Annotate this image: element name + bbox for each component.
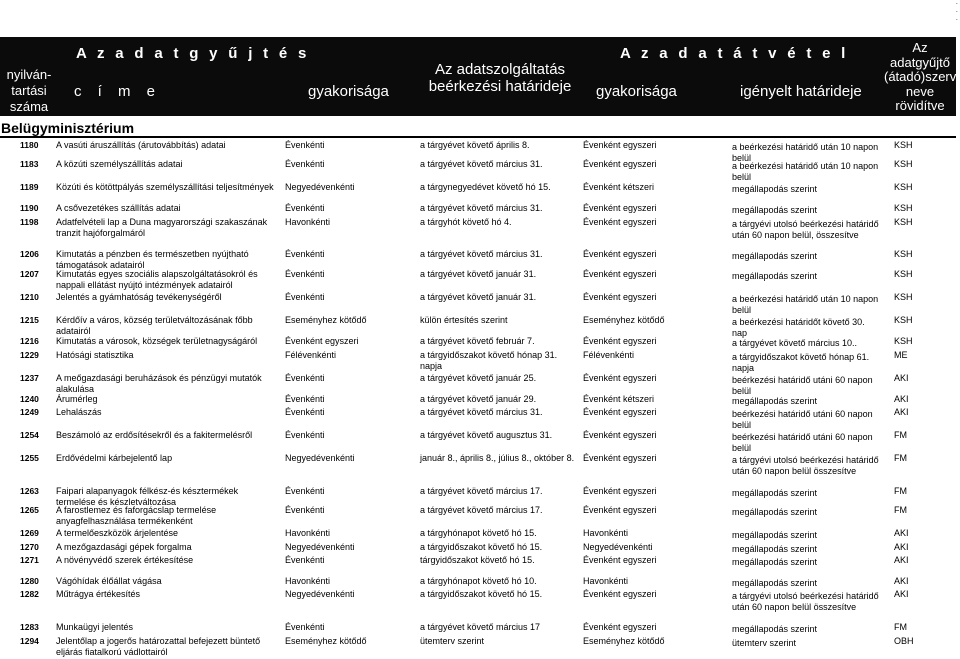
row-title: Faipari alapanyagok félkész-és késztermékek termelése és készletváltozása bbox=[56, 486, 239, 507]
header-receipt-frequency: gyakorisága bbox=[596, 83, 677, 100]
row-receipt-frequency: Évenként egyszeri bbox=[583, 486, 657, 496]
row-frequency: Havonkénti bbox=[285, 528, 331, 538]
row-title: Kimutatás a városok, községek területnagyságáról bbox=[56, 336, 258, 346]
row-frequency: Évenkénti bbox=[285, 394, 325, 404]
row-number: 1237 bbox=[20, 373, 39, 383]
row-frequency: Évenkénti bbox=[285, 249, 325, 259]
section-divider bbox=[0, 136, 956, 138]
row-number: 1271 bbox=[20, 555, 39, 565]
row-receipt-frequency: Évenként kétszeri bbox=[583, 182, 655, 192]
row-frequency: Évenkénti bbox=[285, 622, 325, 632]
row-number: 1207 bbox=[20, 269, 39, 279]
row-organization: FM bbox=[894, 430, 907, 440]
header-organization: Az adatgyűjtő (átadó)szerv neve rövidítve bbox=[884, 40, 957, 113]
row-number: 1270 bbox=[20, 542, 39, 552]
row-submission-deadline: a tárgyhónapot követő hó 10. bbox=[420, 576, 537, 586]
row-organization: FM bbox=[894, 622, 907, 632]
row-number: 1198 bbox=[20, 217, 39, 227]
row-number: 1265 bbox=[20, 505, 39, 515]
row-requested-deadline: megállapodás szerint bbox=[732, 271, 818, 281]
row-submission-deadline: a tárgyévet követő január 29. bbox=[420, 394, 537, 404]
row-title: A termelőeszközök árjelentése bbox=[56, 528, 179, 538]
row-requested-deadline: megállapodás szerint bbox=[732, 544, 818, 554]
row-frequency: Évenkénti bbox=[285, 373, 325, 383]
row-title: A közúti személyszállítás adatai bbox=[56, 159, 183, 169]
row-requested-deadline: megállapodás szerint bbox=[732, 488, 818, 498]
row-receipt-frequency: Évenként egyszeri bbox=[583, 373, 657, 383]
row-frequency: Félévenkénti bbox=[285, 350, 337, 360]
row-number: 1280 bbox=[20, 576, 39, 586]
row-frequency: Negyedévenkénti bbox=[285, 589, 355, 599]
row-submission-deadline: a tárgyévet követő március 31. bbox=[420, 407, 543, 417]
corner-marks: · · · bbox=[955, 0, 958, 24]
row-requested-deadline: a tárgyévi utolsó beérkezési határidő után 60 napon belül összesítve bbox=[732, 591, 879, 612]
row-requested-deadline: beérkezési határidő utáni 60 napon belül bbox=[732, 375, 873, 396]
row-requested-deadline: megállapodás szerint bbox=[732, 205, 818, 215]
row-requested-deadline: megállapodás szerint bbox=[732, 184, 818, 194]
row-frequency: Évenkénti bbox=[285, 140, 325, 150]
row-frequency: Eseményhez kötődő bbox=[285, 315, 367, 325]
row-title: Adatfelvételi lap a Duna magyarországi szakaszának tranzit hajóforgalmáról bbox=[56, 217, 268, 238]
row-requested-deadline: a beérkezési határidő után 10 napon belül bbox=[732, 161, 879, 182]
row-organization: AKI bbox=[894, 407, 909, 417]
row-receipt-frequency: Évenként egyszeri bbox=[583, 430, 657, 440]
row-number: 1255 bbox=[20, 453, 39, 463]
row-submission-deadline: a tárgynegyedévet követő hó 15. bbox=[420, 182, 551, 192]
row-organization: ME bbox=[894, 350, 908, 360]
row-organization: KSH bbox=[894, 315, 913, 325]
row-frequency: Évenkénti bbox=[285, 269, 325, 279]
row-organization: KSH bbox=[894, 292, 913, 302]
row-submission-deadline: január 8., április 8., július 8., október 8. bbox=[420, 453, 575, 463]
row-number: 1294 bbox=[20, 636, 39, 646]
row-receipt-frequency: Félévenkénti bbox=[583, 350, 635, 360]
row-organization: FM bbox=[894, 453, 907, 463]
header-frequency: gyakorisága bbox=[308, 83, 389, 100]
row-frequency: Évenkénti bbox=[285, 203, 325, 213]
row-submission-deadline: a tárgyhónapot követő hó 15. bbox=[420, 528, 537, 538]
row-number: 1183 bbox=[20, 159, 39, 169]
row-receipt-frequency: Évenként egyszeri bbox=[583, 407, 657, 417]
header-data-receipt: A z a d a t á t v é t e l bbox=[620, 45, 849, 62]
row-requested-deadline: megállapodás szerint bbox=[732, 251, 818, 261]
row-submission-deadline: a tárgyévet követő január 31. bbox=[420, 269, 537, 279]
row-title: Jelentőlap a jogerős határozattal befejezett büntető eljárás fiatalkorú vádlottairól bbox=[56, 636, 261, 657]
row-organization: AKI bbox=[894, 373, 909, 383]
row-organization: AKI bbox=[894, 555, 909, 565]
row-organization: AKI bbox=[894, 394, 909, 404]
row-frequency: Negyedévenkénti bbox=[285, 453, 355, 463]
row-receipt-frequency: Évenként egyszeri bbox=[583, 589, 657, 599]
row-frequency: Évenkénti bbox=[285, 292, 325, 302]
row-organization: AKI bbox=[894, 528, 909, 538]
row-requested-deadline: beérkezési határidő utáni 60 napon belül bbox=[732, 432, 873, 453]
row-number: 1263 bbox=[20, 486, 39, 496]
row-title: Jelentés a gyámhatóság tevékenységéről bbox=[56, 292, 222, 302]
row-organization: AKI bbox=[894, 576, 909, 586]
row-organization: KSH bbox=[894, 336, 913, 346]
row-requested-deadline: a tárgyidőszakot követő hónap 61. napja bbox=[732, 352, 870, 373]
row-receipt-frequency: Évenként egyszeri bbox=[583, 505, 657, 515]
row-number: 1282 bbox=[20, 589, 39, 599]
row-number: 1189 bbox=[20, 182, 39, 192]
row-receipt-frequency: Évenként egyszeri bbox=[583, 336, 657, 346]
row-title: Munkaügyi jelentés bbox=[56, 622, 134, 632]
row-title: Kimutatás egyes szociális alapszolgáltatásokról és nappali ellátást nyújtó intézmények adatairól bbox=[56, 269, 258, 290]
row-number: 1190 bbox=[20, 203, 39, 213]
row-number: 1180 bbox=[20, 140, 39, 150]
row-number: 1215 bbox=[20, 315, 39, 325]
row-organization: KSH bbox=[894, 217, 913, 227]
row-frequency: Negyedévenkénti bbox=[285, 182, 355, 192]
row-requested-deadline: ütemterv szerint bbox=[732, 638, 797, 648]
row-title: Kérdőív a város, község területváltozásának főbb adatairól bbox=[56, 315, 253, 336]
row-submission-deadline: a tárgyévet követő augusztus 31. bbox=[420, 430, 553, 440]
row-organization: AKI bbox=[894, 542, 909, 552]
header-data-collection: A z a d a t g y ű j t é s bbox=[76, 45, 310, 62]
row-title: A meőgazdasági beruházások és pénzügyi mutatók alakulása bbox=[56, 373, 262, 394]
row-requested-deadline: a beérkezési határidő után 10 napon belül bbox=[732, 142, 879, 163]
row-organization: AKI bbox=[894, 589, 909, 599]
row-receipt-frequency: Évenként egyszeri bbox=[583, 453, 657, 463]
row-number: 1283 bbox=[20, 622, 39, 632]
row-submission-deadline: a tárgyévet követő március 31. bbox=[420, 249, 543, 259]
row-number: 1216 bbox=[20, 336, 39, 346]
row-submission-deadline: tárgyidőszakot követő hó 15. bbox=[420, 555, 535, 565]
row-requested-deadline: a tárgyévet követő március 10.. bbox=[732, 338, 858, 348]
header-register-number: nyilván- tartási száma bbox=[6, 67, 52, 114]
row-submission-deadline: a tárgyévet követő március 17. bbox=[420, 486, 543, 496]
row-title: A farostlemez és faforgácslap termelése anyagfelhasználása termékenként bbox=[56, 505, 217, 526]
row-title: Lehalászás bbox=[56, 407, 102, 417]
row-submission-deadline: a tárgyévet követő március 17. bbox=[420, 505, 543, 515]
row-requested-deadline: megállapodás szerint bbox=[732, 530, 818, 540]
row-title: Kimutatás a pénzben és természetben nyújtható támogatások adatairól bbox=[56, 249, 249, 270]
row-receipt-frequency: Évenként egyszeri bbox=[583, 249, 657, 259]
row-organization: FM bbox=[894, 505, 907, 515]
row-organization: KSH bbox=[894, 182, 913, 192]
row-receipt-frequency: Évenként egyszeri bbox=[583, 203, 657, 213]
row-organization: KSH bbox=[894, 269, 913, 279]
row-submission-deadline: a tárgyévet követő március 17 bbox=[420, 622, 541, 632]
row-frequency: Évenkénti bbox=[285, 159, 325, 169]
row-frequency: Havonkénti bbox=[285, 576, 331, 586]
row-submission-deadline: a tárgyévet követő március 31. bbox=[420, 203, 543, 213]
row-frequency: Negyedévenkénti bbox=[285, 542, 355, 552]
row-organization: KSH bbox=[894, 203, 913, 213]
row-organization: FM bbox=[894, 486, 907, 496]
row-receipt-frequency: Havonkénti bbox=[583, 576, 629, 586]
row-receipt-frequency: Havonkénti bbox=[583, 528, 629, 538]
row-number: 1210 bbox=[20, 292, 39, 302]
row-receipt-frequency: Évenként kétszeri bbox=[583, 394, 655, 404]
row-title: A vasúti áruszállítás (árutovábbítás) adatai bbox=[56, 140, 226, 150]
row-organization: KSH bbox=[894, 159, 913, 169]
table-header bbox=[0, 37, 956, 116]
row-requested-deadline: megállapodás szerint bbox=[732, 578, 818, 588]
row-submission-deadline: a tárgyidőszakot követő hó 15. bbox=[420, 542, 543, 552]
row-receipt-frequency: Eseményhez kötődő bbox=[583, 315, 665, 325]
row-receipt-frequency: Évenként egyszeri bbox=[583, 555, 657, 565]
row-receipt-frequency: Évenként egyszeri bbox=[583, 269, 657, 279]
row-requested-deadline: megállapodás szerint bbox=[732, 624, 818, 634]
row-submission-deadline: a tárgyévet követő január 31. bbox=[420, 292, 537, 302]
row-receipt-frequency: Évenként egyszeri bbox=[583, 217, 657, 227]
section-title: Belügyminisztérium bbox=[1, 120, 135, 136]
row-title: Beszámoló az erdősítésekről és a fakitermelésről bbox=[56, 430, 253, 440]
row-title: Árumérleg bbox=[56, 394, 98, 404]
row-submission-deadline: a tárgyévet követő március 31. bbox=[420, 159, 543, 169]
row-number: 1229 bbox=[20, 350, 39, 360]
row-requested-deadline: megállapodás szerint bbox=[732, 396, 818, 406]
row-receipt-frequency: Évenként egyszeri bbox=[583, 292, 657, 302]
row-title: A mezőgazdasági gépek forgalma bbox=[56, 542, 192, 552]
row-submission-deadline: ütemterv szerint bbox=[420, 636, 485, 646]
row-title: Erdővédelmi kárbejelentő lap bbox=[56, 453, 173, 463]
row-number: 1240 bbox=[20, 394, 39, 404]
row-title: Hatósági statisztika bbox=[56, 350, 134, 360]
header-submission-deadline: Az adatszolgáltatás beérkezési határideje bbox=[428, 61, 572, 95]
row-requested-deadline: a beérkezési határidőt követő 30. nap bbox=[732, 317, 865, 338]
row-submission-deadline: a tárgyhót követő hó 4. bbox=[420, 217, 512, 227]
row-title: Közúti és kötöttpályás személyszállítási teljesítmények bbox=[56, 182, 274, 192]
row-submission-deadline: a tárgyévet követő január 25. bbox=[420, 373, 537, 383]
row-frequency: Évenkénti bbox=[285, 430, 325, 440]
row-submission-deadline: a tárgyévet követő február 7. bbox=[420, 336, 535, 346]
row-organization: KSH bbox=[894, 140, 913, 150]
row-requested-deadline: megállapodás szerint bbox=[732, 507, 818, 517]
row-receipt-frequency: Eseményhez kötődő bbox=[583, 636, 665, 646]
header-title: c í m e bbox=[74, 83, 162, 100]
row-title: A csővezetékes szállítás adatai bbox=[56, 203, 181, 213]
row-frequency: Havonkénti bbox=[285, 217, 331, 227]
row-requested-deadline: a tárgyévi utolsó beérkezési határidő után 60 napon belül összesítve bbox=[732, 455, 879, 476]
row-receipt-frequency: Évenként egyszeri bbox=[583, 622, 657, 632]
row-requested-deadline: beérkezési határidő utáni 60 napon belül bbox=[732, 409, 873, 430]
row-number: 1254 bbox=[20, 430, 39, 440]
header-requested-deadline: igényelt határideje bbox=[740, 83, 862, 100]
row-title: Műtrágya értékesítés bbox=[56, 589, 141, 599]
row-title: A növényvédő szerek értékesítése bbox=[56, 555, 194, 565]
row-frequency: Évenkénti bbox=[285, 505, 325, 515]
row-frequency: Évenként egyszeri bbox=[285, 336, 359, 346]
row-submission-deadline: külön értesítés szerint bbox=[420, 315, 508, 325]
row-frequency: Évenkénti bbox=[285, 407, 325, 417]
row-number: 1269 bbox=[20, 528, 39, 538]
row-submission-deadline: a tárgyidőszakot követő hó 15. bbox=[420, 589, 543, 599]
row-frequency: Évenkénti bbox=[285, 555, 325, 565]
row-number: 1249 bbox=[20, 407, 39, 417]
row-receipt-frequency: Évenként egyszeri bbox=[583, 159, 657, 169]
row-requested-deadline: a beérkezési határidő után 10 napon belül bbox=[732, 294, 879, 315]
row-frequency: Évenkénti bbox=[285, 486, 325, 496]
row-number: 1206 bbox=[20, 249, 39, 259]
row-receipt-frequency: Évenként egyszeri bbox=[583, 140, 657, 150]
row-receipt-frequency: Negyedévenkénti bbox=[583, 542, 653, 552]
row-submission-deadline: a tárgyidőszakot követő hónap 31. napja bbox=[420, 350, 558, 371]
row-requested-deadline: a tárgyévi utolsó beérkezési határidő után 60 napon belül, összesítve bbox=[732, 219, 879, 240]
row-requested-deadline: megállapodás szerint bbox=[732, 557, 818, 567]
row-organization: OBH bbox=[894, 636, 914, 646]
row-title: Vágóhídak élőállat vágása bbox=[56, 576, 162, 586]
row-organization: KSH bbox=[894, 249, 913, 259]
row-submission-deadline: a tárgyévet követő április 8. bbox=[420, 140, 530, 150]
row-frequency: Eseményhez kötődő bbox=[285, 636, 367, 646]
